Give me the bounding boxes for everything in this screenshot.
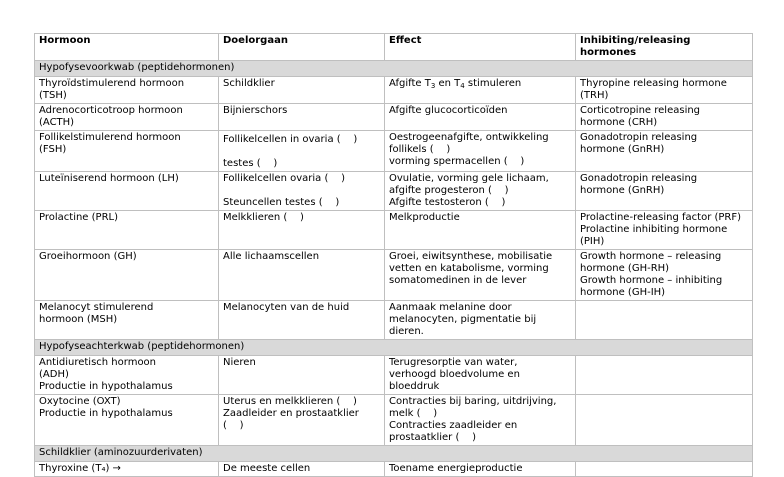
table-row (35, 395, 753, 446)
hormone-cell: Groeihormoon (GH) (35, 250, 219, 301)
target-organ-cell: Follikelcellen in ovaria ( ) testes ( ) (219, 131, 385, 172)
section-row-voorkwab (35, 61, 753, 77)
target-organ-cell: Uterus en melkklieren ( ) Zaadleider en prostaatklier ( ) (219, 395, 385, 446)
effect-cell: Melkproductie (385, 211, 576, 250)
effect-cell: Aanmaak melanine door melanocyten, pigmentatie bij dieren. (385, 301, 576, 340)
regulating-hormone-cell: Thyropine releasing hormone (TRH) (576, 77, 753, 104)
effect-cell: Afgifte $T_3$ en $T_4$ stimuleren (385, 77, 576, 104)
section-title: Schildklier (aminozuurderivaten) (35, 446, 753, 462)
header-doelorgaan: Doelorgaan (219, 34, 385, 61)
regulating-hormone-cell: Growth hormone – releasing hormone (GH-RH) Growth hormone – inhibiting hormone (GH-IH) (576, 250, 753, 301)
effect-cell: Ovulatie, vorming gele lichaam, afgifte progesteron ( ) Afgifte testosteron ( ) (385, 172, 576, 211)
section-row-achterkwab (35, 340, 753, 356)
target-organ-cell: Melkklieren ( ) (219, 211, 385, 250)
table-row (35, 301, 753, 340)
regulating-hormone-cell (576, 395, 753, 446)
table-row (35, 250, 753, 301)
regulating-hormone-cell: Gonadotropin releasing hormone (GnRH) (576, 172, 753, 211)
regulating-hormone-cell: Prolactine-releasing factor (PRF) Prolactine inhibiting hormone (PIH) (576, 211, 753, 250)
table-row (35, 172, 753, 211)
effect-cell: Contracties bij baring, uitdrijving, melk ( ) Contracties zaadleider en prostaatklier ( ) (385, 395, 576, 446)
section-title: Hypofysevoorkwab (peptidehormonen) (35, 61, 753, 77)
section-title: Hypofyseachterkwab (peptidehormonen) (35, 340, 753, 356)
hormone-table (34, 33, 753, 477)
table-row (35, 211, 753, 250)
regulating-hormone-cell (576, 356, 753, 395)
section-row-schildklier (35, 446, 753, 462)
hormone-cell: Antidiuretisch hormoon (ADH) Productie in hypothalamus (35, 356, 219, 395)
target-organ-cell: Bijnierschors (219, 104, 385, 131)
regulating-hormone-cell (576, 301, 753, 340)
target-organ-cell: Alle lichaamscellen (219, 250, 385, 301)
table-row (35, 77, 753, 104)
effect-cell: Oestrogeenafgifte, ontwikkeling follikels ( ) vorming spermacellen ( ) (385, 131, 576, 172)
target-organ-cell: De meeste cellen (219, 462, 385, 477)
hormone-cell: Melanocyt stimulerend hormoon (MSH) (35, 301, 219, 340)
header-effect: Effect (385, 34, 576, 61)
effect-cell: Groei, eiwitsynthese, mobilisatie vetten en katabolisme, vorming somatomedinen in de lever (385, 250, 576, 301)
hormone-cell: Thyroïdstimulerend hormoon (TSH) (35, 77, 219, 104)
table-row (35, 131, 753, 172)
table-row (35, 356, 753, 395)
target-organ-cell: Nieren (219, 356, 385, 395)
table-header-row (35, 34, 753, 61)
table-row (35, 104, 753, 131)
hormone-cell: Oxytocine (OXT) Productie in hypothalamus (35, 395, 219, 446)
hormone-cell: Thyroxine (T₄) → (35, 462, 219, 477)
hormone-cell: Follikelstimulerend hormoon (FSH) (35, 131, 219, 172)
hormone-cell: Prolactine (PRL) (35, 211, 219, 250)
hormone-cell: Luteïniserend hormoon (LH) (35, 172, 219, 211)
effect-cell: Terugresorptie van water, verhoogd bloedvolume en bloeddruk (385, 356, 576, 395)
target-organ-cell: Melanocyten van de huid (219, 301, 385, 340)
target-organ-cell: Follikelcellen ovaria ( ) Steuncellen testes ( ) (219, 172, 385, 211)
effect-cell: Toename energieproductie (385, 462, 576, 477)
header-inhibiting: Inhibiting/releasing hormones (576, 34, 753, 61)
header-hormoon: Hormoon (35, 34, 219, 61)
effect-cell: Afgifte glucocorticoïden (385, 104, 576, 131)
target-organ-cell: Schildklier (219, 77, 385, 104)
regulating-hormone-cell (576, 462, 753, 477)
regulating-hormone-cell: Gonadotropin releasing hormone (GnRH) (576, 131, 753, 172)
hormone-cell: Adrenocorticotroop hormoon (ACTH) (35, 104, 219, 131)
table-row (35, 462, 753, 477)
regulating-hormone-cell: Corticotropine releasing hormone (CRH) (576, 104, 753, 131)
